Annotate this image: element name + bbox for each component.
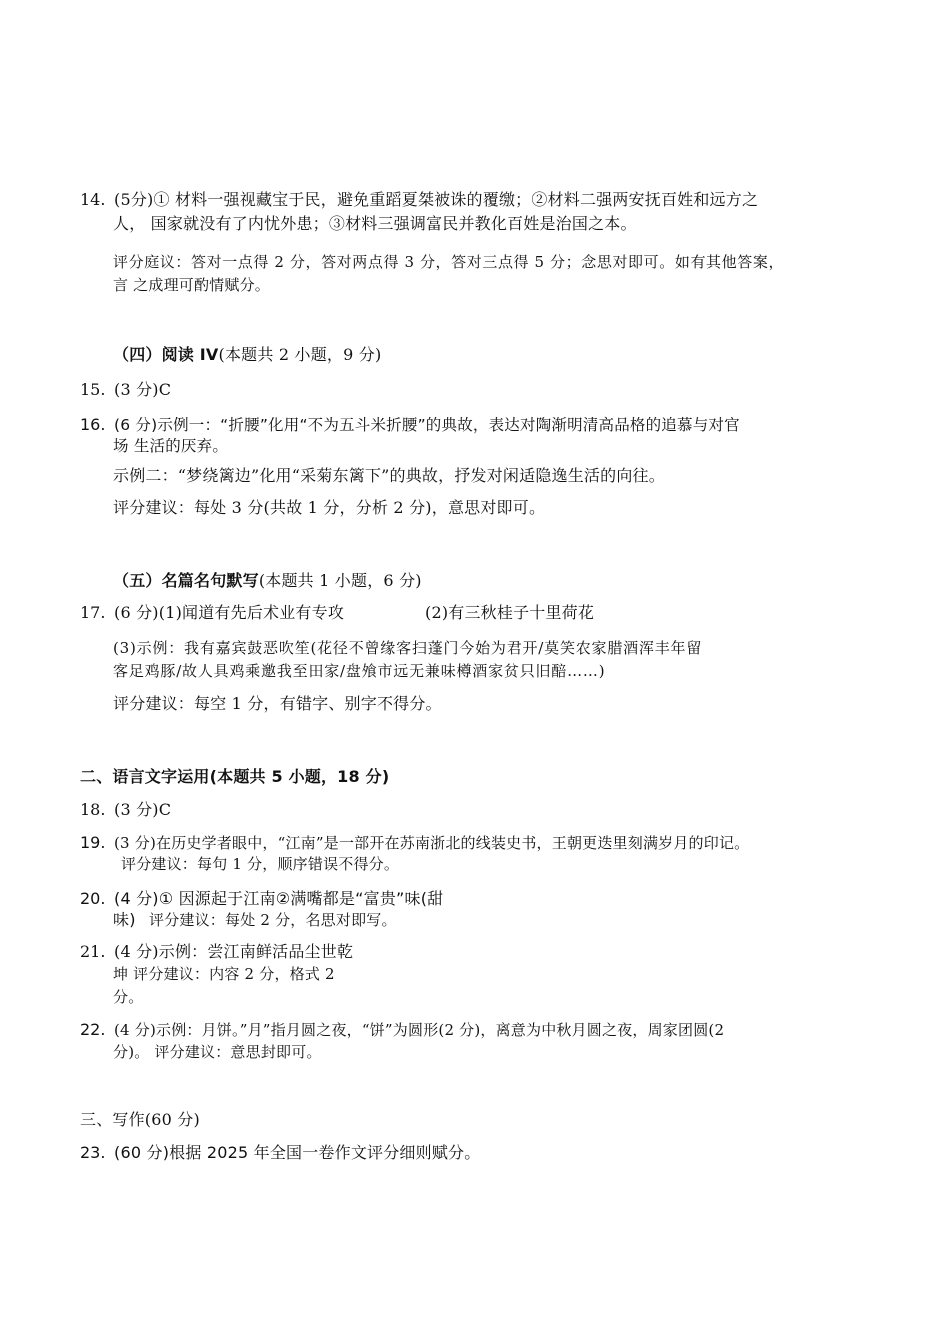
- q17-rubric: 评分建议：每空 1 分，有错字、别字不得分。: [113, 694, 442, 713]
- q16-rubric: 评分建议：每处 3 分(共故 1 分，分析 2 分)，意思对即可。: [113, 498, 546, 517]
- q16-answer-line1: (6 分)示例一：“折腰”化用“不为五斗米折腰”的典故，表达对陶渐明清高品格的追慕与对官: [114, 416, 740, 434]
- q22-number: 22.: [80, 1020, 106, 1039]
- q17-answer-1: (6 分)(1)闻道有先后术业有专攻: [114, 603, 345, 622]
- q17-answer-3-line2: 客足鸡豚/故人具鸡乘邀我至田家/盘飧市远无兼味樽酒家贫只旧醅……): [113, 662, 606, 680]
- q18-answer: (3 分)C: [114, 800, 172, 819]
- q19-number: 19.: [80, 833, 106, 852]
- section-4-heading: [113, 344, 381, 366]
- q14-rubric-line2: 言 之成理可酌情赋分。: [113, 276, 270, 294]
- section-II-heading: 二、语言文字运用(本题共 5 小题，18 分): [80, 767, 390, 786]
- q14-answer-line2: 人， 国家就没有了内忧外患；③材料三强调富民并教化百姓是治国之本。: [113, 214, 637, 233]
- q21-answer-line2: 坤 评分建议：内容 2 分，格式 2: [113, 965, 335, 983]
- section-5-note: (本题共 1 小题，6 分): [258, 571, 422, 590]
- q20-answer-line1: (4 分)① 因源起于江南②满嘴都是“富贵”味(甜: [114, 889, 444, 908]
- q17-answer-3-line1: (3)示例：我有嘉宾鼓恶吹笙(花径不曾缘客扫蓬门今始为君开/莫笑农家腊酒浑丰年留: [113, 639, 703, 657]
- q21-number: 21.: [80, 942, 106, 961]
- q20-rubric: 评分建议：每处 2 分，名思对即写。: [149, 911, 397, 929]
- q21-answer-line1: (4 分)示例：尝江南鲜活品尘世乾: [114, 942, 354, 961]
- section-4-title: （四）阅读 IV: [113, 345, 219, 364]
- q14-rubric-line1: 评分庭议：答对一点得 2 分，答对两点得 3 分，答对三点得 5 分；念思对即可。如有其他答案，: [113, 253, 785, 271]
- q16-number: 16.: [80, 415, 106, 434]
- q18-number: 18.: [80, 800, 106, 819]
- q16-answer-line3: 示例二：“梦绕篱边”化用“采菊东篱下”的典故，抒发对闲适隐逸生活的向往。: [113, 466, 665, 485]
- q20-answer-line2: 味): [113, 910, 136, 929]
- q17-answer-2: (2)有三秋桂子十里荷花: [425, 603, 595, 622]
- section-5-heading: [113, 570, 422, 592]
- q19-answer: (3 分)在历史学者眼中，“江南”是一部开在苏南浙北的线装史书，王朝更迭里刻满岁月的印记。: [114, 834, 750, 852]
- q15-answer: (3 分)C: [114, 380, 172, 399]
- section-4-note: (本题共 2 小题，9 分): [218, 345, 382, 364]
- q23-answer: (60 分)根据 2025 年全国一卷作文评分细则赋分。: [114, 1143, 481, 1162]
- section-5-title: （五）名篇名句默写: [113, 571, 259, 590]
- q16-answer-line2: 场 生活的厌弃。: [113, 437, 229, 455]
- q19-rubric: 评分建议：每句 1 分，顺序错误不得分。: [121, 855, 400, 873]
- q23-number: 23.: [80, 1143, 106, 1162]
- q14-answer-line1: (5分)① 材料一强视藏宝于民，避免重蹈夏桀被诛的覆缴；②材料二强两安抚百姓和远方之: [114, 190, 759, 209]
- q14-number: 14.: [80, 190, 106, 209]
- q17-number: 17.: [80, 603, 106, 622]
- section-III-heading: 三、写作(60 分): [80, 1110, 200, 1129]
- q15-number: 15.: [80, 380, 106, 399]
- q22-answer-line1: (4 分)示例：月饼。”月”指月圆之夜，“饼”为圆形(2 分)，离意为中秋月圆之夜，周家团圆(2: [114, 1021, 725, 1039]
- q20-number: 20.: [80, 889, 106, 908]
- q21-answer-line3: 分。: [113, 988, 144, 1006]
- q22-answer-line2: 分)。 评分建议：意思封即可。: [113, 1043, 322, 1061]
